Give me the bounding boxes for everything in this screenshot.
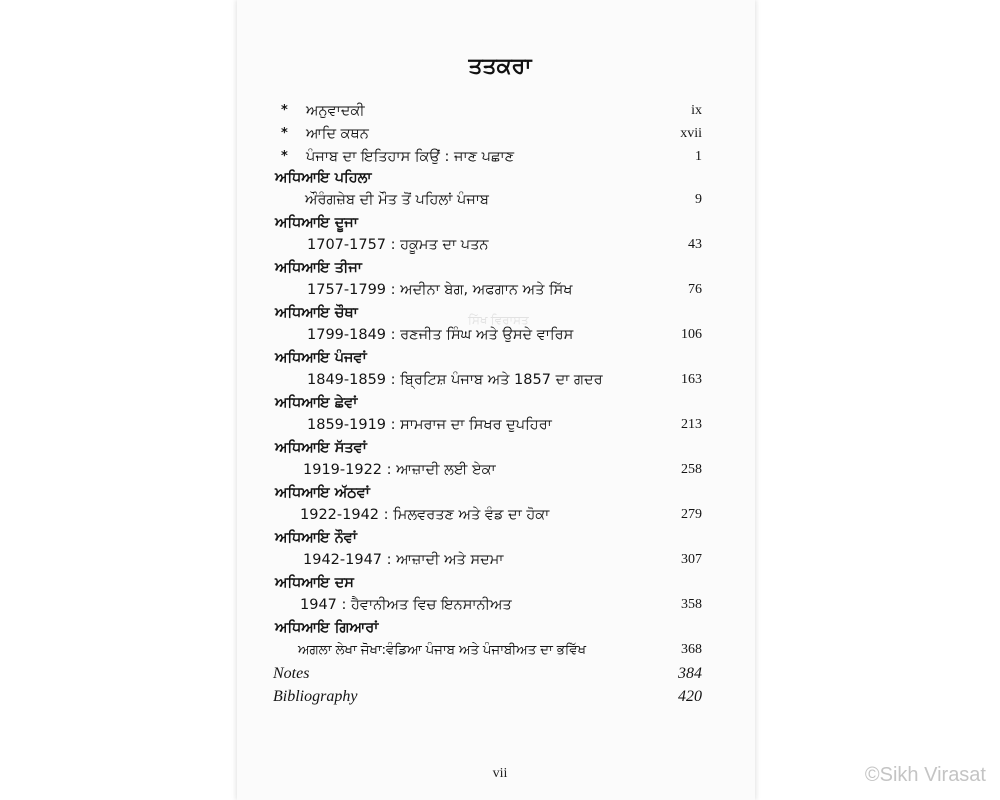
toc-page-number: 1 [695,149,702,164]
toc-page-number: 384 [678,665,702,682]
chapter-title: 1947 : ਹੈਵਾਨੀਅਤ ਵਿਚ ਇਨਸਾਨੀਅਤ [300,597,512,613]
chapter-title: 1922-1942 : ਮਿਲਵਰਤਣ ਅਤੇ ਵੰਡ ਦਾ ਹੋਕਾ [300,507,550,523]
chapter-heading: ਅਧਿਆਇ ਸੱਤਵਾਂ [275,440,367,456]
toc-page-number: 358 [681,597,702,612]
chapter-title: 1757-1799 : ਅਦੀਨਾ ਬੇਗ, ਅਫਗਾਨ ਅਤੇ ਸਿੱਖ [307,282,573,298]
chapter-heading: ਅਧਿਆਇ ਛੇਵਾਂ [275,395,358,411]
chapter-title: 1942-1947 : ਆਜ਼ਾਦੀ ਅਤੇ ਸਦਮਾ [303,552,504,568]
chapter-title: ਅਗਲਾ ਲੇਖਾ ਜੋਖਾ:ਵੰਡਿਆ ਪੰਜਾਬ ਅਤੇ ਪੰਜਾਬੀਅਤ ਦਾ ਭਵਿੱਖ [298,642,586,658]
chapter-heading: ਅਧਿਆਇ ਪਹਿਲਾ [275,170,372,186]
chapter-heading: ਅਧਿਆਇ ਦਸ [275,575,354,591]
chapter-title: 1849-1859 : ਬ੍ਰਿਟਿਸ਼ ਪੰਜਾਬ ਅਤੇ 1857 ਦਾ ਗਦਰ [307,372,603,388]
bullet-star: * [281,149,288,164]
chapter-title: 1799-1849 : ਰਣਜੀਤ ਸਿੰਘ ਅਤੇ ਉਸਦੇ ਵਾਰਿਸ [307,327,574,343]
page-number: vii [492,766,508,781]
toc-page-number: 258 [681,462,702,477]
toc-page-number: 279 [681,507,702,522]
chapter-title: 1859-1919 : ਸਾਮਰਾਜ ਦਾ ਸਿਖਰ ਦੁਪਹਿਰਾ [307,417,552,433]
toc-page-number: xvii [680,126,702,141]
chapter-title: 1707-1757 : ਹਕੂਮਤ ਦਾ ਪਤਨ [307,237,489,253]
toc-page-number: 420 [678,688,702,705]
chapter-heading: ਅਧਿਆਇ ਪੰਜਵਾਂ [275,350,367,366]
toc-page-number: 213 [681,417,702,432]
toc-page-number: 307 [681,552,702,567]
watermark: ©Sikh Virasat [864,764,986,786]
toc-page-number: ix [691,103,702,118]
toc-page-number: 76 [688,282,702,297]
toc-entry-text: ਅਨੁਵਾਦਕੀ [306,103,365,119]
page-title: ਤਤਕਰਾ [468,54,532,79]
bullet-star: * [281,103,288,118]
toc-entry-text: ਆਦਿ ਕਥਨ [306,126,369,142]
chapter-heading: ਅਧਿਆਇ ਅੱਠਵਾਂ [275,485,370,501]
chapter-heading: ਅਧਿਆਇ ਦੂਜਾ [275,215,358,231]
toc-page-number: 368 [681,642,702,657]
toc-entry-text: ਪੰਜਾਬ ਦਾ ਇਤਿਹਾਸ ਕਿਉਂ : ਜਾਣ ਪਛਾਣ [306,149,515,165]
chapter-heading: ਅਧਿਆਇ ਨੌਵਾਂ [275,530,357,546]
bullet-star: * [281,126,288,141]
chapter-heading: ਅਧਿਆਇ ਤੀਜਾ [275,260,362,276]
notes-label: Notes [273,665,310,682]
chapter-heading: ਅਧਿਆਇ ਗਿਆਰਾਂ [275,620,379,636]
chapter-title: ਔਰੰਗਜ਼ੇਬ ਦੀ ਮੌਤ ਤੋਂ ਪਹਿਲਾਂ ਪੰਜਾਬ [305,192,489,208]
faint-stamp: ਸਿੱਖ ਵਿਰਾਸਤ [468,313,529,327]
chapter-heading: ਅਧਿਆਇ ਚੌਥਾ [275,305,358,321]
toc-page-number: 9 [695,192,702,207]
toc-page-number: 43 [688,237,702,252]
toc-page-number: 163 [681,372,702,387]
toc-page-number: 106 [681,327,702,342]
bibliography-label: Bibliography [273,688,358,705]
chapter-title: 1919-1922 : ਆਜ਼ਾਦੀ ਲਈ ਏਕਾ [303,462,496,478]
